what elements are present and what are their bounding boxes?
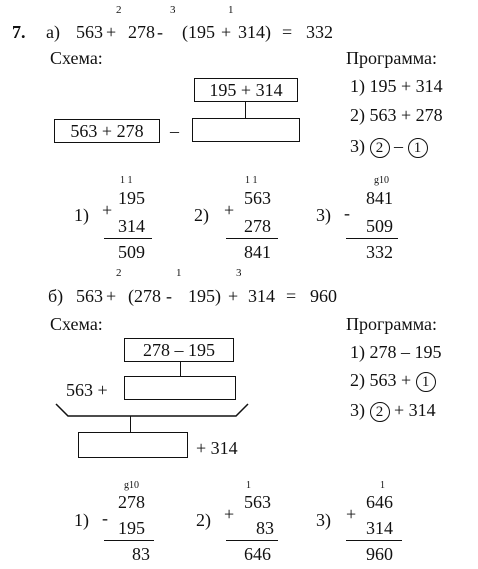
program-step-text: 563 + bbox=[369, 370, 412, 390]
order-number: 2 bbox=[116, 4, 122, 16]
column-operand: 563 bbox=[244, 492, 271, 512]
scheme-prefix: 563 + bbox=[66, 380, 108, 400]
circled-step-ref: 2 bbox=[370, 138, 390, 158]
circled-step-ref: 1 bbox=[408, 138, 428, 158]
column-sign: - bbox=[344, 203, 350, 223]
program-step-operator: – bbox=[394, 136, 403, 156]
column-number: 1) bbox=[74, 510, 89, 530]
task-number: 7. bbox=[12, 22, 26, 42]
scheme-connector bbox=[245, 102, 246, 118]
column-carry: 1 1 bbox=[245, 175, 258, 186]
column-number: 1) bbox=[74, 205, 89, 225]
expr-operator: + bbox=[221, 22, 232, 42]
program-step-text: 195 + 314 bbox=[369, 76, 443, 96]
column-operand: 563 bbox=[244, 188, 271, 208]
scheme-brace bbox=[54, 400, 250, 422]
column-carry: 1 bbox=[246, 480, 251, 491]
column-operand: 195 bbox=[118, 518, 145, 538]
circled-step-ref: 1 bbox=[416, 372, 436, 392]
column-result: 83 bbox=[132, 544, 150, 564]
column-sign: + bbox=[224, 504, 235, 524]
expr-term: 314) bbox=[238, 22, 271, 42]
scheme-top-box bbox=[194, 78, 298, 102]
column-carry: 1 bbox=[380, 480, 385, 491]
column-operand: 646 bbox=[366, 492, 393, 512]
program-step bbox=[350, 76, 443, 96]
column-rule bbox=[346, 540, 402, 541]
part-b-label: б) bbox=[48, 286, 64, 306]
column-rule bbox=[226, 540, 278, 541]
column-carry: g10 bbox=[374, 175, 389, 186]
scheme-bottom-box bbox=[78, 432, 188, 458]
expr-term: 563 bbox=[76, 22, 103, 42]
program-step-number: 2) bbox=[350, 105, 365, 125]
expr-result: 960 bbox=[310, 286, 337, 306]
program-step bbox=[350, 105, 443, 125]
program-step bbox=[350, 400, 436, 422]
expr-operator: - bbox=[157, 22, 163, 42]
expr-term: 563 bbox=[76, 286, 103, 306]
column-carry: 1 1 bbox=[120, 175, 133, 186]
scheme-suffix: + 314 bbox=[196, 438, 238, 458]
program-step bbox=[350, 342, 442, 362]
column-number: 3) bbox=[316, 205, 331, 225]
column-operand: 314 bbox=[366, 518, 393, 538]
order-number: 3 bbox=[236, 267, 242, 279]
column-sign: + bbox=[346, 504, 357, 524]
program-step-number: 1) bbox=[350, 76, 365, 96]
scheme-top-box-text: 195 + 314 bbox=[209, 79, 283, 100]
program-step-text: 563 + 278 bbox=[369, 105, 443, 125]
expr-operator: - bbox=[166, 286, 172, 306]
expr-equals: = bbox=[286, 286, 297, 306]
program-label: Программа: bbox=[346, 48, 438, 68]
expr-term: 278 bbox=[128, 22, 155, 42]
column-result: 509 bbox=[118, 242, 145, 262]
scheme-left-box-text: 563 + 278 bbox=[70, 120, 144, 141]
column-operand: 195 bbox=[118, 188, 145, 208]
column-rule bbox=[104, 238, 152, 239]
program-step-number: 1) bbox=[350, 342, 365, 362]
expr-term: (195 bbox=[182, 22, 215, 42]
column-sign: + bbox=[102, 200, 113, 220]
program-step-number: 3) bbox=[350, 136, 365, 156]
column-carry: g10 bbox=[124, 480, 139, 491]
column-operand: 314 bbox=[118, 216, 145, 236]
column-operand: 841 bbox=[366, 188, 393, 208]
column-result: 646 bbox=[244, 544, 271, 564]
expr-operator: + bbox=[106, 286, 117, 306]
program-step bbox=[350, 370, 436, 392]
scheme-connector bbox=[180, 362, 181, 376]
program-step-number: 3) bbox=[350, 400, 365, 420]
scheme-label: Схема: bbox=[50, 314, 103, 334]
scheme-left-box bbox=[54, 119, 160, 143]
scheme-middle-box bbox=[124, 376, 236, 400]
scheme-minus: – bbox=[170, 121, 179, 141]
expr-result: 332 bbox=[306, 22, 333, 42]
scheme-right-box bbox=[192, 118, 300, 142]
scheme-top-box bbox=[124, 338, 234, 362]
order-number: 1 bbox=[228, 4, 234, 16]
expr-term: 195) bbox=[188, 286, 221, 306]
expr-operator: + bbox=[228, 286, 239, 306]
program-step-text: + 314 bbox=[394, 400, 436, 420]
expr-equals: = bbox=[282, 22, 293, 42]
column-rule bbox=[104, 540, 154, 541]
scheme-top-box-text: 278 – 195 bbox=[143, 339, 215, 360]
column-result: 960 bbox=[366, 544, 393, 564]
circled-step-ref: 2 bbox=[370, 402, 390, 422]
order-number: 2 bbox=[116, 267, 122, 279]
column-operand: 278 bbox=[244, 216, 271, 236]
order-number: 1 bbox=[176, 267, 182, 279]
column-number: 2) bbox=[194, 205, 209, 225]
column-sign: + bbox=[224, 200, 235, 220]
column-number: 3) bbox=[316, 510, 331, 530]
expr-term: (278 bbox=[128, 286, 161, 306]
part-a-label: а) bbox=[46, 22, 60, 42]
column-operand: 509 bbox=[366, 216, 393, 236]
column-result: 332 bbox=[366, 242, 393, 262]
column-result: 841 bbox=[244, 242, 271, 262]
expr-operator: + bbox=[106, 22, 117, 42]
column-operand: 83 bbox=[256, 518, 274, 538]
program-step-text: 278 – 195 bbox=[369, 342, 442, 362]
scheme-label: Схема: bbox=[50, 48, 103, 68]
column-rule bbox=[226, 238, 278, 239]
column-number: 2) bbox=[196, 510, 211, 530]
program-label: Программа: bbox=[346, 314, 438, 334]
order-number: 3 bbox=[170, 4, 176, 16]
program-step-number: 2) bbox=[350, 370, 365, 390]
column-operand: 278 bbox=[118, 492, 145, 512]
scheme-connector bbox=[130, 416, 131, 432]
program-step bbox=[350, 136, 428, 158]
column-rule bbox=[346, 238, 398, 239]
column-sign: - bbox=[102, 508, 108, 528]
expr-term: 314 bbox=[248, 286, 275, 306]
